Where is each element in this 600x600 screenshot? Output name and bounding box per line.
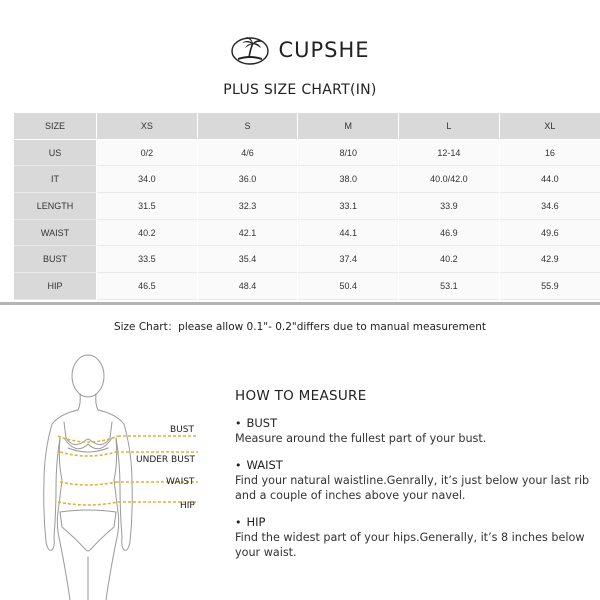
how-to-measure-title: HOW TO MEASURE xyxy=(235,388,367,404)
size-header: XS xyxy=(97,113,198,139)
row-label: WAIST xyxy=(14,219,97,246)
body-figure-illustration xyxy=(30,352,205,600)
table-row xyxy=(14,273,600,300)
table-cell: 38.0 xyxy=(298,166,399,193)
section-heading: WAIST xyxy=(246,458,283,472)
row-label: BUST xyxy=(14,246,97,273)
table-cell: 16 xyxy=(499,139,600,166)
table-row xyxy=(14,166,600,193)
table-row xyxy=(14,219,600,246)
table-row xyxy=(14,139,600,166)
row-label: LENGTH xyxy=(14,193,97,220)
table-cell: 37.4 xyxy=(298,246,399,273)
bust-instructions xyxy=(235,416,595,446)
waist-heading xyxy=(235,458,595,472)
brand-header xyxy=(0,34,600,66)
waist-instructions xyxy=(235,458,595,503)
section-text: Find your natural waistline.Genrally, it’s just below your last rib and a couple of inches above your navel. xyxy=(235,474,590,502)
table-cell: 40.2 xyxy=(97,219,198,246)
size-header: L xyxy=(399,113,500,139)
row-label: IT xyxy=(14,166,97,193)
brand-name: CUPSHE xyxy=(278,38,370,62)
size-chart-table xyxy=(14,113,600,300)
measurement-note: Size Chart：please allow 0.1"- 0.2"differs due to manual measurement xyxy=(113,321,487,333)
size-header: M xyxy=(298,113,399,139)
waist-label: WAIST xyxy=(166,477,195,487)
table-cell: 53.1 xyxy=(399,273,500,300)
how-to-measure-section xyxy=(235,388,595,572)
section-text: Find the widest part of your hips.Generally, it’s 8 inches below your waist. xyxy=(235,531,585,559)
row-label: US xyxy=(14,139,97,166)
table-header-row xyxy=(14,113,600,139)
palm-tree-island-icon xyxy=(230,34,270,66)
hip-heading xyxy=(235,515,595,529)
section-text: Measure around the fullest part of your bust. xyxy=(235,432,487,445)
table-cell: 4/6 xyxy=(197,139,298,166)
table-cell: 40.2 xyxy=(399,246,500,273)
table-cell: 12-14 xyxy=(399,139,500,166)
row-label: SIZE xyxy=(14,113,97,139)
table-cell: 46.9 xyxy=(399,219,500,246)
table-row xyxy=(14,246,600,273)
size-header: S xyxy=(197,113,298,139)
bullet-icon: • xyxy=(235,458,242,472)
table-cell: 33.1 xyxy=(298,193,399,220)
row-label: HIP xyxy=(14,273,97,300)
table-cell: 33.9 xyxy=(399,193,500,220)
bust-label: BUST xyxy=(170,425,194,435)
bullet-icon: • xyxy=(235,416,242,430)
size-header: XL xyxy=(499,113,600,139)
divider xyxy=(0,302,600,305)
table-cell: 35.4 xyxy=(197,246,298,273)
section-heading: HIP xyxy=(246,515,266,529)
table-cell: 42.1 xyxy=(197,219,298,246)
table-cell: 32.3 xyxy=(197,193,298,220)
chart-title: PLUS SIZE CHART(IN) xyxy=(223,82,377,98)
table-cell: 40.0/42.0 xyxy=(399,166,500,193)
table-row xyxy=(14,193,600,220)
bullet-icon: • xyxy=(235,515,242,529)
table-cell: 33.5 xyxy=(97,246,198,273)
table-cell: 46.5 xyxy=(97,273,198,300)
table-cell: 0/2 xyxy=(97,139,198,166)
table-cell: 31.5 xyxy=(97,193,198,220)
table-cell: 34.6 xyxy=(499,193,600,220)
under-bust-label: UNDER BUST xyxy=(136,455,196,465)
section-heading: BUST xyxy=(246,416,278,430)
table-cell: 49.6 xyxy=(499,219,600,246)
table-cell: 55.9 xyxy=(499,273,600,300)
hip-instructions xyxy=(235,515,595,560)
hip-label: HIP xyxy=(180,501,195,511)
table-cell: 48.4 xyxy=(197,273,298,300)
table-cell: 8/10 xyxy=(298,139,399,166)
table-cell: 50.4 xyxy=(298,273,399,300)
table-cell: 44.0 xyxy=(499,166,600,193)
table-cell: 34.0 xyxy=(97,166,198,193)
bust-heading xyxy=(235,416,595,430)
table-cell: 44.1 xyxy=(298,219,399,246)
table-cell: 42.9 xyxy=(499,246,600,273)
table-cell: 36.0 xyxy=(197,166,298,193)
